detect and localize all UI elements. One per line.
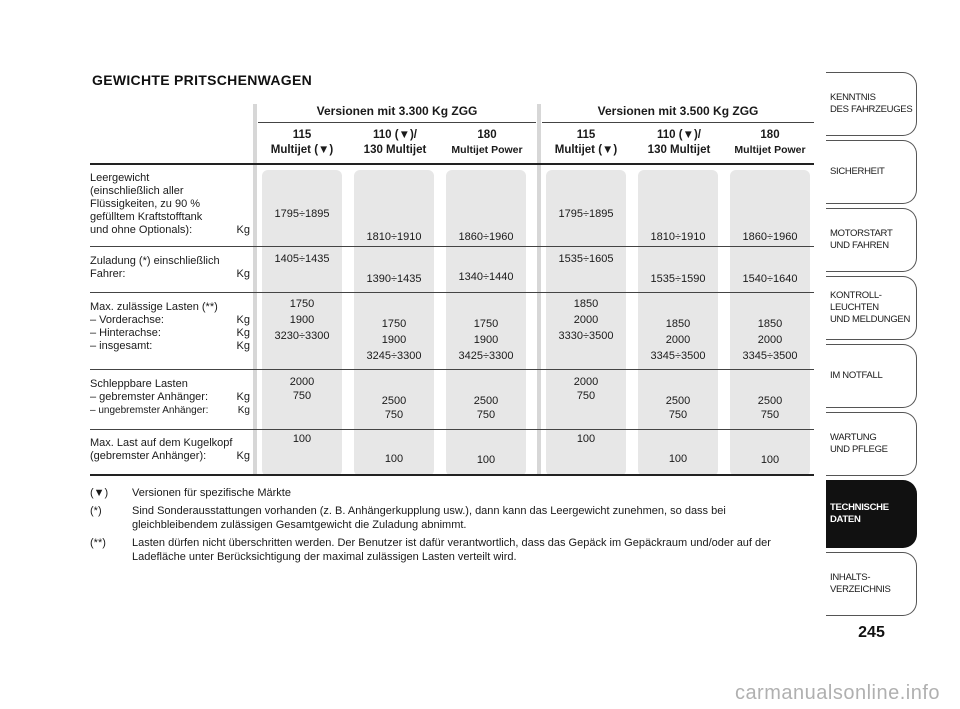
table-cell: 2500 750 [665, 395, 691, 421]
side-tab-kontrollleuchten[interactable]: KONTROLL- LEUCHTEN UND MELDUNGEN [826, 276, 917, 340]
page-title: GEWICHTE PRITSCHENWAGEN [92, 72, 313, 88]
header-rule [90, 163, 814, 165]
column-header: 110 (▼)/ 130 Multijet [647, 129, 711, 156]
table-cell: 2500 750 [381, 395, 407, 421]
column-header: 180 Multijet Power [451, 129, 523, 156]
column-separator [537, 104, 541, 476]
table-cell: 100 [292, 433, 312, 445]
table-cell: 1810÷1910 [366, 231, 422, 243]
table-cell: 1535÷1590 [650, 273, 706, 285]
footnote: (**) Lasten dürfen nicht überschritten werden. Der Benutzer ist dafür verantwortlich, dass das Gepäck im Gepäckraum und/oder auf der Ladefläche unter Berücksichtigung der maximal zulässigen Lasten verteilt wird. [90, 537, 771, 563]
column-header: 115 Multijet (▼) [270, 129, 334, 156]
row-rule [90, 429, 814, 430]
row-label-leergewicht: Leergewicht (einschließlich aller Flüssigkeiten, zu 90 % gefülltem Kraftstofftank und ohne Optionals): Kg [90, 172, 250, 236]
table-cell: 1795÷1895 [274, 208, 330, 220]
table-cell: 1860÷1960 [742, 231, 798, 243]
side-tab-inhaltsverzeichnis[interactable]: INHALTS- VERZEICHNIS [826, 552, 917, 616]
row-rule [90, 292, 814, 293]
table-cell: 2500 750 [757, 395, 783, 421]
table-cell: 1850 2000 3345÷3500 [650, 318, 706, 362]
footnote: (*) Sind Sonderausstattungen vorhanden (z. B. Anhängerkupplung usw.), dann kann das Leergewicht zunehmen, so dass bei gleichbleibendem zulässigen Gesamtgewicht die Zuladung abnimmt. [90, 505, 726, 531]
table-cell: 100 [576, 433, 596, 445]
table-cell: 1540÷1640 [742, 273, 798, 285]
row-rule [90, 369, 814, 370]
row-label-kugelkopf: Max. Last auf dem Kugelkopf (gebremster Anhänger): Kg [90, 437, 250, 462]
table-cell: 1535÷1605 [558, 253, 614, 265]
footnote: (▼) Versionen für spezifische Märkte [90, 487, 291, 499]
row-label-schlepp: Schleppbare Lasten – gebremster Anhänger: Kg – ungebremster Anhänger: Kg [90, 378, 250, 416]
row-label-lasten: Max. zulässige Lasten (**) – Vorderachse: Kg – Hinterachse: Kg – insgesamt: Kg [90, 301, 250, 352]
table-cell: 2000 750 [573, 376, 599, 402]
column-header: 115 Multijet (▼) [554, 129, 618, 156]
side-tab-sicherheit[interactable]: SICHERHEIT [826, 140, 917, 204]
page-number: 245 [858, 624, 885, 641]
table-cell: 1405÷1435 [274, 253, 330, 265]
row-rule [90, 246, 814, 247]
group-header-rule [542, 122, 814, 123]
table-cell: 1850 2000 3345÷3500 [742, 318, 798, 362]
table-cell: 1340÷1440 [458, 271, 514, 283]
table-cell: 100 [384, 453, 404, 465]
group-header-3300: Versionen mit 3.300 Kg ZGG [316, 104, 478, 118]
table-cell: 1750 1900 3230÷3300 [274, 298, 330, 342]
footnotes [90, 486, 810, 568]
row-label-zuladung: Zuladung (*) einschließlich Fahrer: Kg [90, 255, 250, 280]
watermark: carmanualsonline.info [734, 682, 940, 704]
side-tab-notfall[interactable]: IM NOTFALL [826, 344, 917, 408]
side-tab-wartung[interactable]: WARTUNG UND PFLEGE [826, 412, 917, 476]
table-cell: 1810÷1910 [650, 231, 706, 243]
side-tab-technische-daten[interactable]: TECHNISCHE DATEN [826, 480, 917, 548]
table-cell: 1750 1900 3425÷3300 [458, 318, 514, 362]
side-tab-motorstart[interactable]: MOTORSTART UND FAHREN [826, 208, 917, 272]
table-cell: 100 [760, 454, 780, 466]
group-header-rule [258, 122, 536, 123]
table-cell: 1795÷1895 [558, 208, 614, 220]
table-cell: 1390÷1435 [366, 273, 422, 285]
column-header: 180 Multijet Power [734, 129, 806, 156]
group-header-3500: Versionen mit 3.500 Kg ZGG [597, 104, 759, 118]
table-cell: 1850 2000 3330÷3500 [558, 298, 614, 342]
table-cell: 2000 750 [289, 376, 315, 402]
table-cell: 1750 1900 3245÷3300 [366, 318, 422, 362]
table-cell: 100 [668, 453, 688, 465]
side-tab-kenntnis[interactable]: KENNTNIS DES FAHRZEUGES [826, 72, 917, 136]
table-bottom-rule [90, 474, 814, 476]
column-header: 110 (▼)/ 130 Multijet [363, 129, 427, 156]
table-cell: 2500 750 [473, 395, 499, 421]
column-separator [253, 104, 257, 476]
table-cell: 1860÷1960 [458, 231, 514, 243]
table-cell: 100 [476, 454, 496, 466]
